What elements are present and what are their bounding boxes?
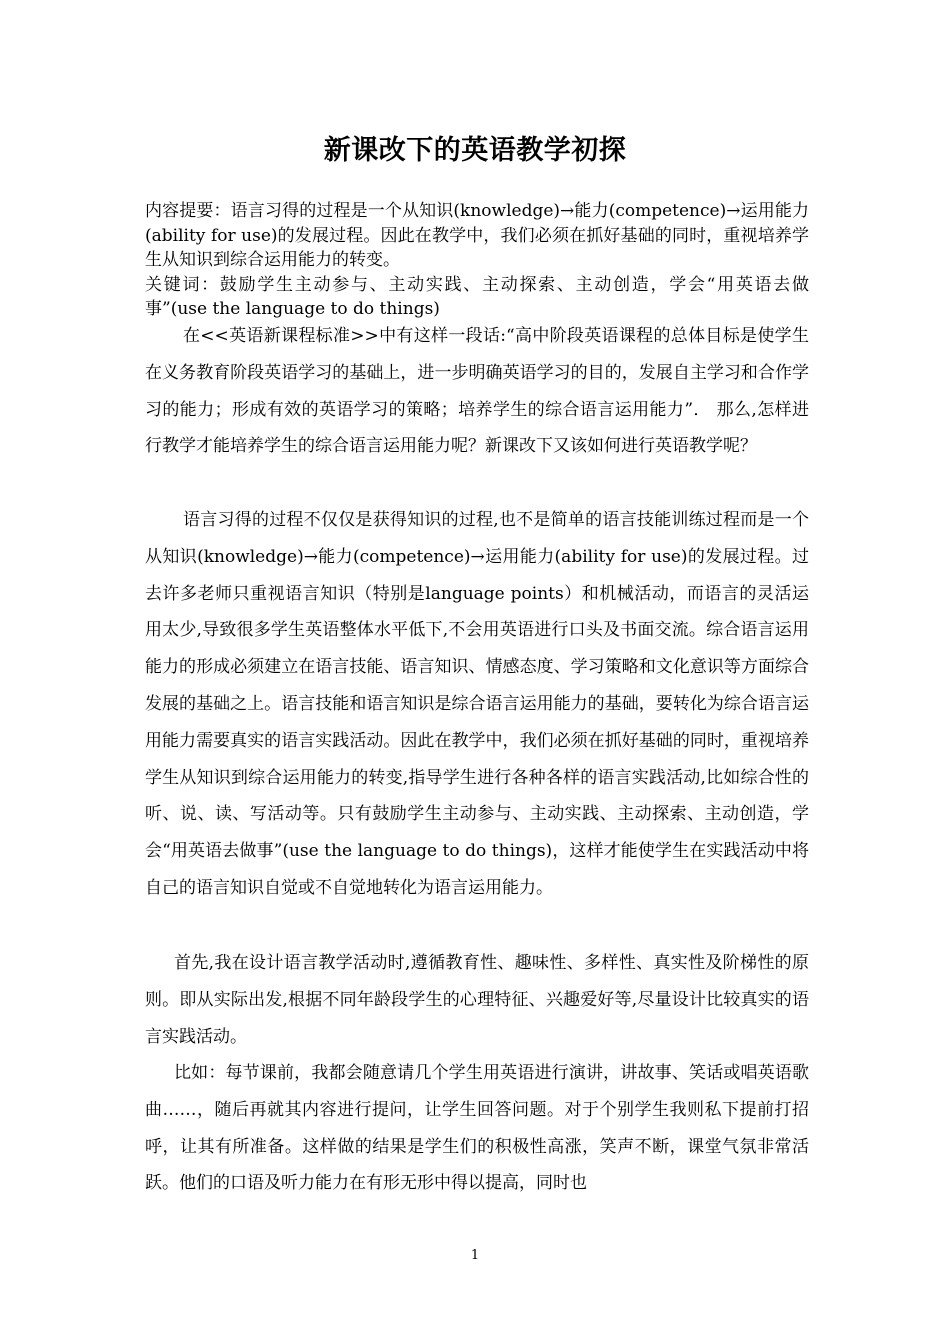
abstract-text: 内容提要：语言习得的过程是一个从知识(knowledge)→能力(competence)→运用能力(ability for use)的发展过程。因此在教学中，我们必须在抓好基础的同时，重视培养学生从知识到综合运用能力的转变。: [145, 201, 809, 270]
body-paragraph-2: 语言习得的过程不仅仅是获得知识的过程,也不是简单的语言技能训练过程而是一个从知识(knowledge)→能力(competence)→运用能力(ability for use)的发展过程。过去许多老师只重视语言知识（特别是language points）和机械活动，而语言的灵活运用太少,导致很多学生英语整体水平低下,不会用英语进行口头及书面交流。综合语言运用能力的形成必须建立在语言技能、语言知识、情感态度、学习策略和文化意识等方面综合发展的基础之上。语言技能和语言知识是综合语言运用能力的基础，要转化为综合语言运用能力需要真实的语言实践活动。因此在教学中，我们必须在抓好基础的同时，重视培养学生从知识到综合运用能力的转变,指导学生进行各种各样的语言实践活动,比如综合性的听、说、读、写活动等。只有鼓励学生主动参与、主动实践、主动探索、主动创造，学会“用英语去做事”(use the language to do things)，这样才能使学生在实践活动中将自己的语言知识自觉或不自觉地转化为语言运用能力。: [145, 510, 809, 898]
abstract-block: [145, 199, 809, 322]
document-title: 新课改下的英语教学初探: [323, 135, 627, 166]
body-paragraph-3: 首先,我在设计语言教学活动时,遵循教育性、趣味性、多样性、真实性及阶梯性的原则。即从实际出发,根据不同年龄段学生的心理特征、兴趣爱好等,尽量设计比较真实的语言实践活动。: [145, 953, 809, 1047]
keywords-text: 关键词：鼓励学生主动参与、主动实践、主动探索、主动创造，学会“用英语去做事”(use the language to do things): [145, 274, 809, 319]
body-paragraph-1: 在<<英语新课程标准>>中有这样一段话:“高中阶段英语课程的总体目标是使学生在义务教育阶段英语学习的基础上，进一步明确英语学习的目的，发展自主学习和合作学习的能力；形成有效的英语学习的策略；培养学生的综合语言运用能力”． 那么,怎样进行教学才能培养学生的综合语言运用能力呢？新课改下又该如何进行英语教学呢？: [145, 326, 809, 457]
body-paragraph-4: 比如：每节课前，我都会随意请几个学生用英语进行演讲，讲故事、笑话或唱英语歌曲……，随后再就其内容进行提问，让学生回答问题。对于个别学生我则私下提前打招呼，让其有所准备。这样做的结果是学生们的积极性高涨，笑声不断，课堂气氛非常活跃。他们的口语及听力能力在有形无形中得以提高，同时也: [145, 1063, 809, 1194]
page-number: 1: [470, 1248, 480, 1263]
